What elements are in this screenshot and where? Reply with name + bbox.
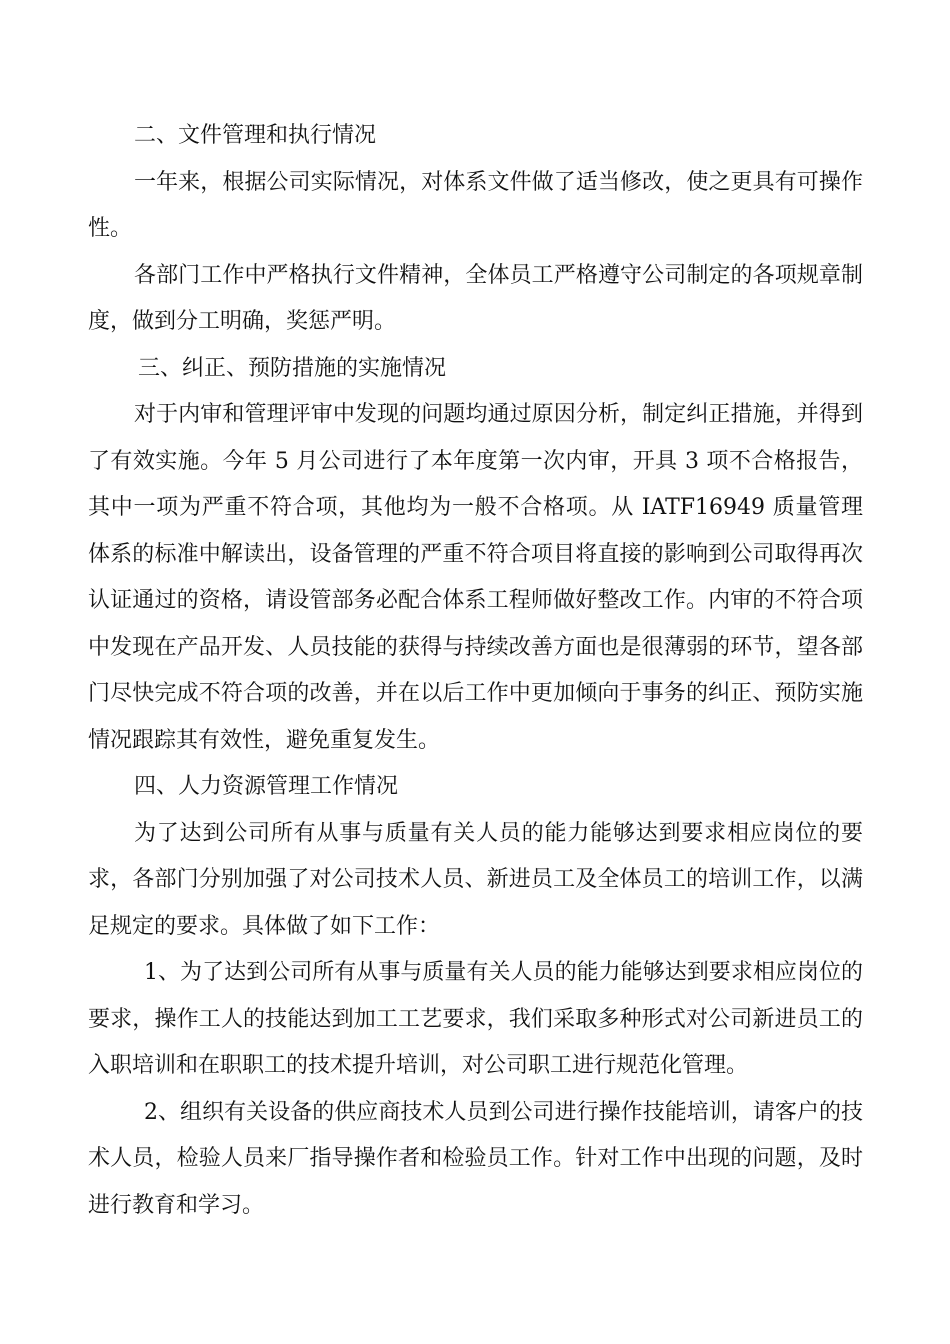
paragraph-document-execution: 各部门工作中严格执行文件精神，全体员工严格遵守公司制定的各项规章制度，做到分工明确，奖惩严明。 — [88, 262, 863, 334]
list-item-training-1: 1、为了达到公司所有从事与质量有关人员的能力能够达到要求相应岗位的要求，操作工人的技能达到加工工艺要求，我们采取多种形式对公司新进员工的入职培训和在职职工的技术提升培训，对公司职工进行规范化管理。 — [88, 960, 863, 1078]
paragraph-training-overview: 为了达到公司所有从事与质量有关人员的能力能够达到要求相应岗位的要求，各部门分别加强了对公司技术人员、新进员工及全体员工的培训工作，以满足规定的要求。具体做了如下工作： — [88, 820, 863, 939]
section-heading-human-resources: 四、人力资源管理工作情况 — [134, 774, 399, 799]
section-heading-document-management: 二、文件管理和执行情况 — [134, 123, 377, 148]
paragraph-internal-audit: 对于内审和管理评审中发现的问题均通过原因分析，制定纠正措施，并得到了有效实施。今年 5 月公司进行了本年度第一次内审，开具 3 项不合格报告，其中一项为严重不符合项，其他均为一般不合格项。从 IATF16949 质量管理体系的标准中解读出，设备管理的严重不符合项目将直接的影响到公司取得再次认证通过的资格，请设管部务必配合体系工程师做好整改工作。内审的不符合项中发现在产品开发、人员技能的获得与持续改善方面也是很薄弱的环节，望各部门尽快完成不符合项的改善，并在以后工作中更加倾向于事务的纠正、预防实施情况跟踪其有效性，避免重复发生。 — [88, 402, 863, 753]
paragraph-document-revision: 一年来，根据公司实际情况，对体系文件做了适当修改，使之更具有可操作性。 — [88, 169, 863, 241]
section-heading-corrective-preventive: 三、纠正、预防措施的实施情况 — [138, 355, 447, 381]
list-item-training-2: 2、组织有关设备的供应商技术人员到公司进行操作技能培训，请客户的技术人员，检验人员来厂指导操作者和检验员工作。针对工作中出现的问题，及时进行教育和学习。 — [88, 1099, 863, 1218]
document-body — [88, 113, 863, 1229]
